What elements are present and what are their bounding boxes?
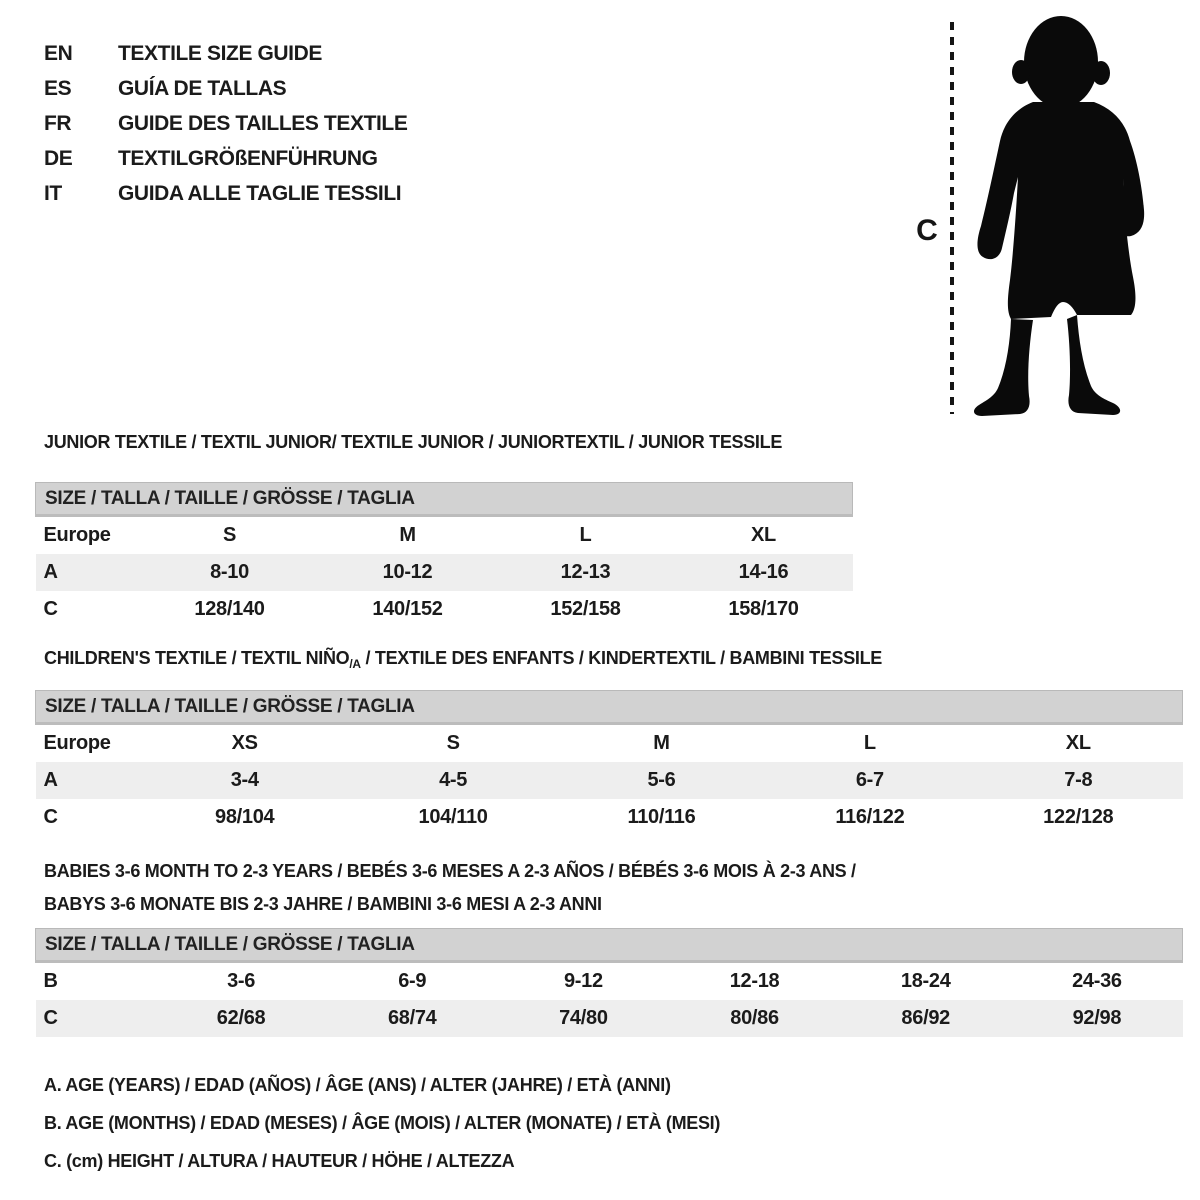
- language-title: GUIDE DES TAILLES TEXTILE: [118, 111, 408, 135]
- row-label-cell: B: [43, 970, 58, 992]
- junior-size-table: [35, 482, 853, 628]
- legend-line-b: B. AGE (MONTHS) / EDAD (MESES) / ÂGE (MOIS) / ALTER (MONATE) / ETÀ (MESI): [44, 1113, 721, 1133]
- size-value-cell: XL: [751, 524, 776, 546]
- age-value-cell: 8-10: [141, 554, 319, 591]
- size-value-cell: XS: [231, 732, 258, 754]
- legend: [44, 1066, 720, 1180]
- height-value-cell: 62/68: [156, 1000, 327, 1037]
- size-value-cell: L: [579, 524, 592, 546]
- height-measure-label: C: [916, 214, 938, 247]
- table-row-height: [36, 799, 1183, 836]
- children-title-post: / TEXTILE DES ENFANTS / KINDERTEXTIL / BAMBINI TESSILE: [360, 648, 882, 668]
- age-value-cell: 6-9: [398, 970, 427, 992]
- language-title: GUÍA DE TALLAS: [118, 76, 287, 100]
- height-value-cell: 122/128: [1043, 806, 1114, 828]
- language-code: ES: [44, 76, 72, 100]
- size-value-cell: M: [653, 732, 670, 754]
- height-value-cell: 110/116: [627, 806, 696, 828]
- language-row-es: [44, 71, 407, 106]
- height-value-cell: 86/92: [840, 1000, 1011, 1037]
- language-row-fr: [44, 106, 407, 141]
- age-value-cell: 4-5: [349, 762, 557, 799]
- size-header-band: SIZE / TALLA / TAILLE / GRÖSSE / TAGLIA: [36, 691, 1183, 724]
- age-value-cell: 12-13: [497, 554, 675, 591]
- language-row-it: [44, 176, 407, 211]
- height-value-cell: 74/80: [498, 1000, 669, 1037]
- height-value-cell: 158/170: [728, 598, 799, 620]
- row-label-cell: C: [43, 806, 58, 828]
- table-row-age: [36, 554, 853, 591]
- table-row-height: [36, 1000, 1183, 1037]
- height-value-cell: 92/98: [1011, 1000, 1182, 1037]
- height-value-cell: 152/158: [550, 598, 621, 620]
- row-label-cell: C: [43, 598, 58, 620]
- row-label-cell: Europe: [43, 732, 111, 754]
- table-row-months: [36, 962, 1183, 1001]
- baby-figure: [895, 14, 1155, 420]
- age-value-cell: 18-24: [900, 970, 951, 992]
- size-header-row: [36, 691, 1183, 724]
- row-label-cell: Europe: [43, 524, 111, 546]
- age-value-cell: 24-36: [1072, 970, 1122, 992]
- babies-title-line1: BABIES 3-6 MONTH TO 2-3 YEARS / BEBÉS 3-6 MESES A 2-3 AÑOS / BÉBÉS 3-6 MOIS À 2-3 ANS /: [44, 861, 856, 881]
- row-label-cell: A: [36, 554, 141, 591]
- row-label-cell: A: [36, 762, 141, 799]
- language-row-de: [44, 141, 407, 176]
- babies-size-table: [35, 928, 1183, 1037]
- age-value-cell: 9-12: [563, 970, 603, 992]
- language-code: IT: [44, 181, 62, 205]
- language-title: TEXTILGRÖßENFÜHRUNG: [118, 146, 378, 170]
- age-value-cell: 7-8: [974, 762, 1182, 799]
- size-value-cell: XL: [1065, 732, 1091, 754]
- legend-line-c: C. (cm) HEIGHT / ALTURA / HAUTEUR / HÖHE / ALTEZZA: [44, 1151, 515, 1171]
- section-title-babies: [44, 855, 856, 921]
- table-row-europe: [36, 724, 1183, 763]
- height-value-cell: 116/122: [835, 806, 905, 828]
- language-row-en: [44, 36, 407, 71]
- children-title-pre: CHILDREN'S TEXTILE / TEXTIL NIÑO: [44, 648, 350, 668]
- table-row-age: [36, 762, 1183, 799]
- language-title: TEXTILE SIZE GUIDE: [118, 41, 322, 65]
- size-value-cell: S: [222, 524, 237, 546]
- height-value-cell: 68/74: [327, 1000, 498, 1037]
- age-value-cell: 3-4: [141, 762, 349, 799]
- table-row-europe: [36, 516, 853, 555]
- children-title-sub: /A: [349, 657, 361, 671]
- height-value-cell: 98/104: [215, 806, 275, 828]
- size-header-band: SIZE / TALLA / TAILLE / GRÖSSE / TAGLIA: [36, 483, 853, 516]
- age-value-cell: 10-12: [319, 554, 497, 591]
- row-label-cell: C: [36, 1000, 156, 1037]
- baby-silhouette-icon: [974, 16, 1144, 416]
- baby-figure-svg: [895, 14, 1155, 420]
- age-value-cell: 3-6: [227, 970, 256, 992]
- age-value-cell: 5-6: [557, 762, 765, 799]
- legend-line-a: A. AGE (YEARS) / EDAD (AÑOS) / ÂGE (ANS) / ALTER (JAHRE) / ETÀ (ANNI): [44, 1075, 671, 1095]
- size-value-cell: L: [863, 732, 876, 754]
- babies-title-line2: BABYS 3-6 MONATE BIS 2-3 JAHRE / BAMBINI 3-6 MESI A 2-3 ANNI: [44, 894, 602, 914]
- age-value-cell: 6-7: [766, 762, 974, 799]
- size-header-band: SIZE / TALLA / TAILLE / GRÖSSE / TAGLIA: [36, 929, 1183, 962]
- height-value-cell: 140/152: [372, 598, 443, 620]
- table-row-height: [36, 591, 853, 628]
- language-code: EN: [44, 41, 73, 65]
- size-header-row: [36, 483, 853, 516]
- age-value-cell: 12-18: [729, 970, 780, 992]
- section-title-children: [44, 648, 882, 669]
- language-code: DE: [44, 146, 73, 170]
- size-value-cell: M: [399, 524, 416, 546]
- language-list: [44, 36, 407, 211]
- size-value-cell: S: [446, 732, 460, 754]
- children-size-table: [35, 690, 1183, 836]
- language-title: GUIDA ALLE TAGLIE TESSILI: [118, 181, 402, 205]
- age-value-cell: 14-16: [675, 554, 853, 591]
- height-value-cell: 104/110: [418, 806, 488, 828]
- size-header-row: [36, 929, 1183, 962]
- language-code: FR: [44, 111, 72, 135]
- height-value-cell: 128/140: [194, 598, 265, 620]
- height-value-cell: 80/86: [669, 1000, 840, 1037]
- section-title-junior: JUNIOR TEXTILE / TEXTIL JUNIOR/ TEXTILE JUNIOR / JUNIORTEXTIL / JUNIOR TESSILE: [44, 432, 783, 452]
